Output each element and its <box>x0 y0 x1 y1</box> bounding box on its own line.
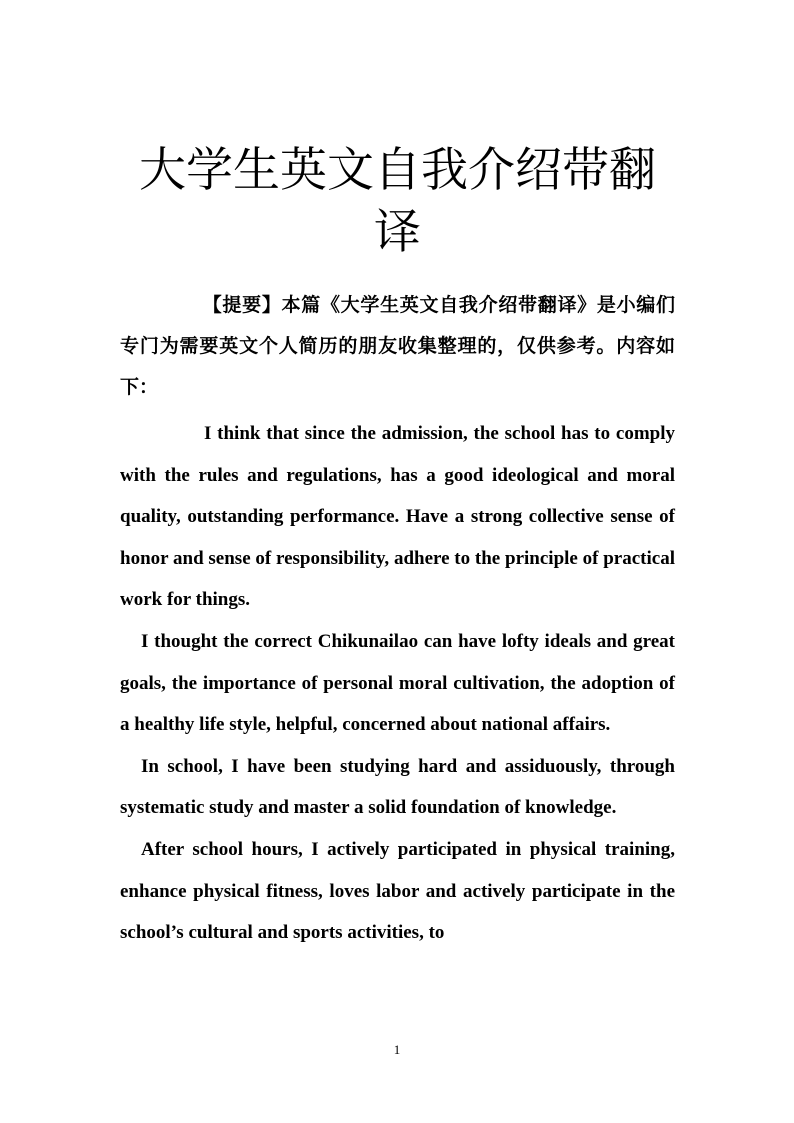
summary-text: 【提要】本篇《大学生英文自我介绍带翻译》是小编们专门为需要英文个人简历的朋友收集整理的，仅供参考。内容如下： <box>120 294 675 398</box>
body-paragraph-4: After school hours, I actively participated in physical training, enhance physical fitness, loves labor and actively participate in the school’s cultural and sports activities, to <box>120 838 675 944</box>
document-title: 大学生英文自我介绍带翻译 <box>139 143 656 260</box>
body-paragraph-3: In school, I have been studying hard and assiduously, through systematic study and master a solid foundation of knowledge. <box>120 755 675 819</box>
body-paragraph-2: I thought the correct Chikunailao can have lofty ideals and great goals, the importance of personal moral cultivation, the adoption of a healthy life style, helpful, concerned about national affairs. <box>120 630 675 736</box>
body-text <box>120 413 675 954</box>
page-number: 1 <box>393 1042 401 1057</box>
body-paragraph-1: I think that since the admission, the school has to comply with the rules and regulations, has a good ideological and moral quality, outstanding performance. Have a strong collective sense of honor and sense of responsibility, adhere to the principle of practical work for things. <box>120 423 675 611</box>
summary-paragraph <box>120 285 675 408</box>
